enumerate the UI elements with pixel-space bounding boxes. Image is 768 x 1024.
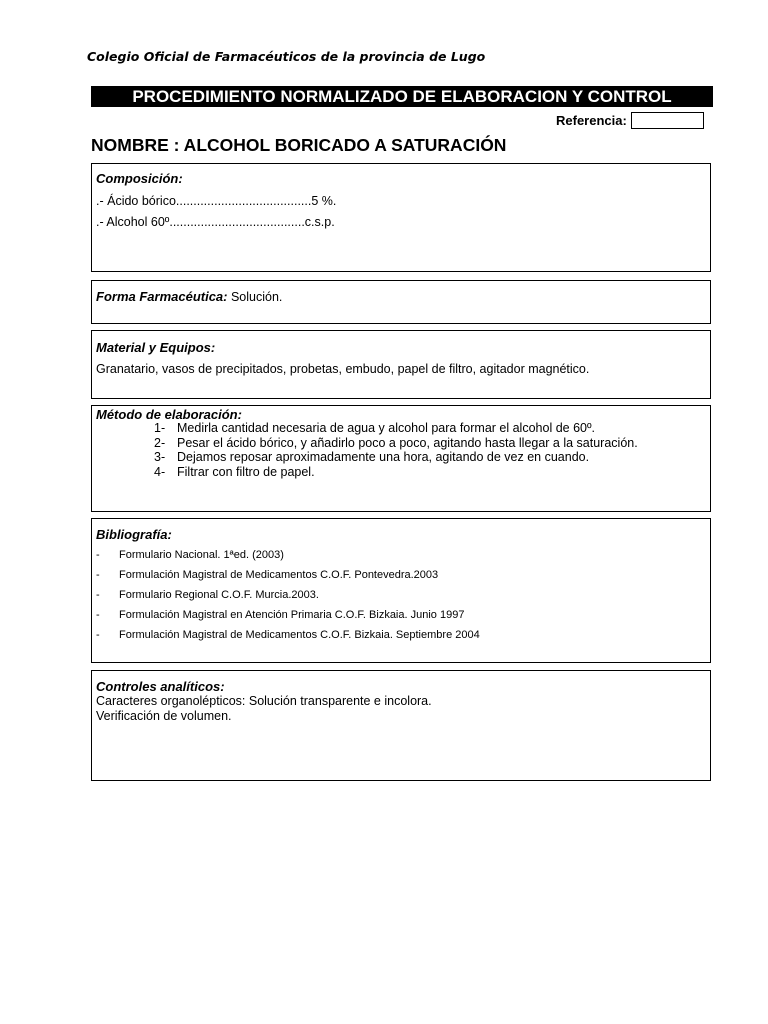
bibliography-item [96, 609, 464, 621]
product-name-title: NOMBRE : ALCOHOL BORICADO A SATURACIÓN [91, 135, 507, 155]
reference-field[interactable] [631, 112, 704, 129]
method-section [91, 405, 711, 512]
method-step [154, 465, 315, 480]
analytical-controls-section [91, 670, 711, 781]
composition-label: Composición: [96, 171, 183, 186]
bibliography-text: Formulación Magistral de Medicamentos C.O.F. Pontevedra.2003 [119, 569, 439, 581]
equipment-section [91, 330, 711, 399]
composition-item: .- Ácido bórico.......................................5 %. [96, 194, 337, 208]
bibliography-text: Formulación Magistral de Medicamentos C.O.F. Bizkaia. Septiembre 2004 [119, 629, 480, 641]
bibliography-item [96, 549, 284, 561]
step-number: 3- [154, 450, 166, 464]
step-text: Dejamos reposar aproximadamente una hora, agitando de vez en cuando. [177, 450, 590, 464]
step-number: 2- [154, 436, 166, 450]
step-text: Medirla cantidad necesaria de agua y alcohol para formar el alcohol de 60º. [177, 421, 596, 435]
pharmaceutical-form-label: Forma Farmacéutica: [96, 289, 228, 304]
composition-item: .- Alcohol 60º.......................................c.s.p. [96, 215, 335, 229]
bibliography-text: Formulario Nacional. 1ªed. (2003) [119, 549, 284, 561]
procedure-title-bar: PROCEDIMIENTO NORMALIZADO DE ELABORACION Y CONTROL [91, 86, 713, 107]
method-step [154, 450, 589, 465]
method-step [154, 436, 638, 451]
analytical-controls-line: Verificación de volumen. [96, 709, 232, 723]
analytical-controls-line: Caracteres organolépticos: Solución transparente e incolora. [96, 694, 432, 708]
bibliography-section [91, 518, 711, 663]
bibliography-bullet: - [96, 629, 100, 641]
organization-header: Colegio Oficial de Farmacéuticos de la provincia de Lugo [87, 49, 486, 64]
equipment-text: Granatario, vasos de precipitados, probetas, embudo, papel de filtro, agitador magnético. [96, 362, 590, 376]
equipment-label: Material y Equipos: [96, 340, 216, 355]
bibliography-bullet: - [96, 569, 100, 581]
method-label: Método de elaboración: [96, 407, 242, 422]
composition-section [91, 163, 711, 272]
step-number: 1- [154, 421, 166, 435]
pharmaceutical-form-value: Solución. [227, 290, 283, 304]
method-step [154, 421, 595, 436]
step-text: Filtrar con filtro de papel. [177, 465, 315, 479]
bibliography-bullet: - [96, 609, 100, 621]
pharmaceutical-form-line [96, 289, 282, 304]
bibliography-bullet: - [96, 549, 100, 561]
analytical-controls-label: Controles analíticos: [96, 679, 225, 694]
reference-label: Referencia: [556, 113, 627, 128]
step-number: 4- [154, 465, 166, 479]
bibliography-item [96, 569, 438, 581]
bibliography-item [96, 589, 319, 601]
step-text: Pesar el ácido bórico, y añadirlo poco a poco, agitando hasta llegar a la saturación. [177, 436, 638, 450]
pharmaceutical-form-section [91, 280, 711, 324]
bibliography-text: Formulación Magistral en Atención Primaria C.O.F. Bizkaia. Junio 1997 [119, 609, 465, 621]
bibliography-bullet: - [96, 589, 100, 601]
bibliography-text: Formulario Regional C.O.F. Murcia.2003. [119, 589, 319, 601]
bibliography-label: Bibliografía: [96, 527, 172, 542]
bibliography-item [96, 629, 480, 641]
